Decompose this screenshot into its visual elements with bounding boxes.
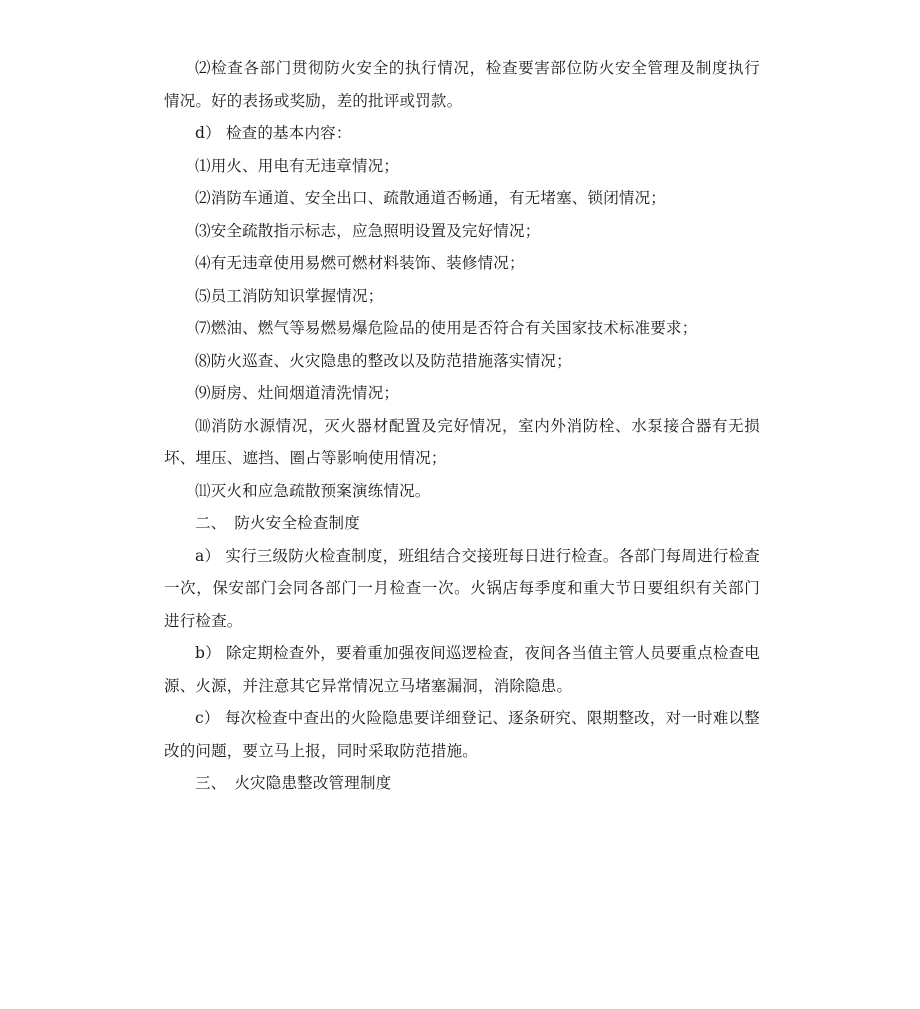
list-item-evacuation-signs: ⑶安全疏散指示标志，应急照明设置及完好情况； xyxy=(195,221,541,240)
section-heading-inspection-system: 二、 防火安全检查制度 xyxy=(195,514,360,532)
paragraph-night-patrol: b） 除定期检查外，要着重加强夜间巡逻检查，夜间各当值主管人员要重点检查电源、火源，并注意其它异常情况立马堵塞漏洞，消除隐患。 xyxy=(164,644,760,695)
list-item-staff-knowledge: ⑸员工消防知识掌握情况； xyxy=(195,286,384,305)
paragraph-hazard-registration: c） 每次检查中查出的火险隐患要详细登记、逐条研究、限期整改，对一时难以整改的问题，要立马上报，同时采取防范措施。 xyxy=(164,709,760,760)
list-item-water-equipment: ⑽消防水源情况，灭火器材配置及完好情况，室内外消防栓、水泵接合器有无损坏、埋压、遮挡、圈占等影响使用情况； xyxy=(164,416,760,467)
list-item-kitchen-flue: ⑼厨房、灶间烟道清洗情况； xyxy=(195,384,400,402)
document-body xyxy=(164,52,760,800)
paragraph-inspection-implementation: ⑵检查各部门贯彻防火安全的执行情况，检查要害部位防火安全管理及制度执行情况。好的表扬或奖励，差的批评或罚款。 xyxy=(164,59,760,110)
section-heading-hazard-rectification: 三、 火灾隐患整改管理制度 xyxy=(195,774,392,792)
paragraph-three-level-inspection: a） 实行三级防火检查制度，班组结合交接班每日进行检查。各部门每周进行检查一次，保安部门会同各部门一月检查一次。火锅店每季度和重大节日要组织有关部门进行检查。 xyxy=(164,546,760,630)
list-item-drills: ⑾灭火和应急疏散预案演练情况。 xyxy=(195,481,431,500)
paragraph-basic-content-heading: d） 检查的基本内容： xyxy=(195,124,352,142)
list-item-flammable-materials: ⑷有无违章使用易燃可燃材料装饰、装修情况； xyxy=(195,254,525,272)
list-item-fire-electric-use: ⑴用火、用电有无违章情况； xyxy=(195,156,400,175)
list-item-patrol-rectification: ⑻防火巡查、火灾隐患的整改以及防范措施落实情况； xyxy=(195,351,572,370)
list-item-hazardous-fuels: ⑺燃油、燃气等易燃易爆危险品的使用是否符合有关国家技术标准要求； xyxy=(195,319,698,337)
list-item-fire-lanes-exits: ⑵消防车通道、安全出口、疏散通道否畅通，有无堵塞、锁闭情况； xyxy=(195,189,667,207)
